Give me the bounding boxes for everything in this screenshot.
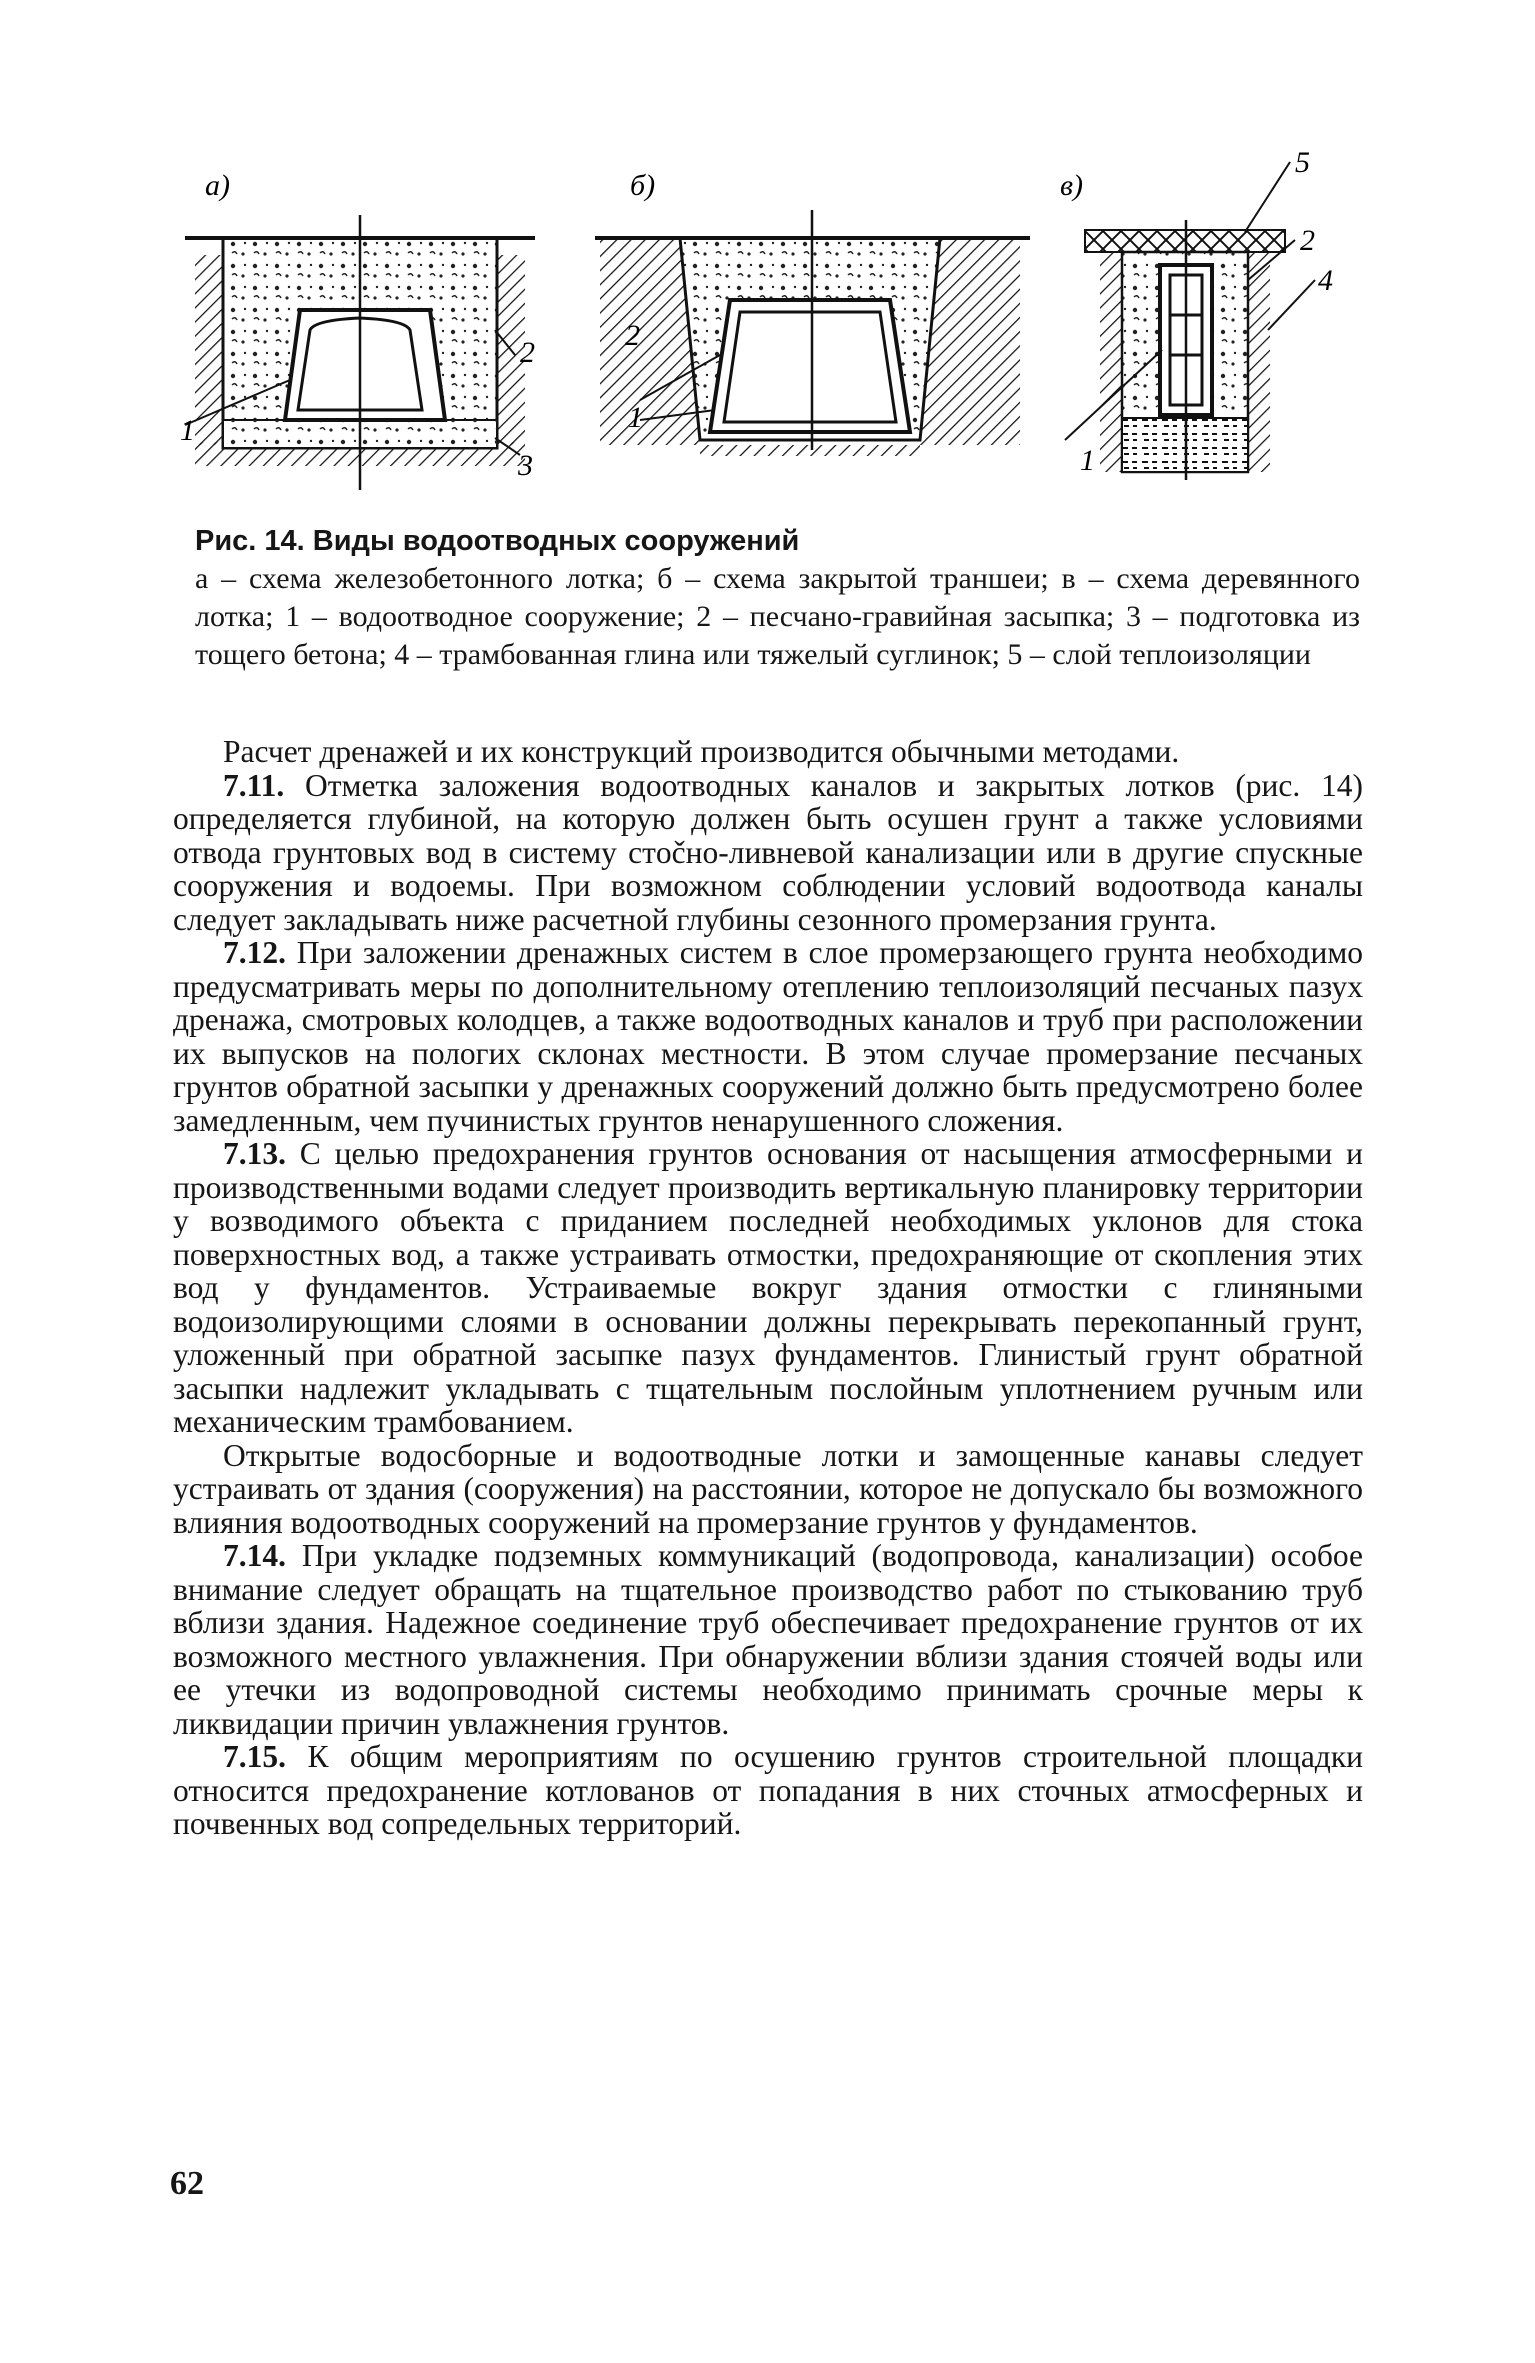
panel-label-c: в) <box>1060 169 1084 202</box>
page-number: 62 <box>170 2165 204 2202</box>
panel-label-b: б) <box>630 169 656 202</box>
figure-drawing <box>140 150 1380 510</box>
callout-b-2: 2 <box>625 319 640 352</box>
caption-body: а – схема железобетонного лотка; б – схема закрытой траншеи; в – схема деревянного лотка; 1 – водоотводное сооружение; 2 – песчано-гравийная засыпка; 3 – подготовка из тощего бетона; 4 – трамбованная глина или тяжелый суглинок; 5 – слой теплоизоляции <box>195 562 1360 671</box>
paragraph: Расчет дренажей и их конструкций производится обычными методами. <box>223 734 1180 769</box>
paragraph: 7.14. При укладке подземных коммуникаций (водопровода, канализации) особое внимание следует обращать на тщательное производство работ по стыкованию труб вблизи здания. Надежное соединение труб обеспечивает предохранение грунтов от их возможного местного увлажнения. При обнаружении вблизи здания стоячей воды или ее утечки из водопроводной системы необходимо принимать срочные меры к ликвидации причин увлажнения грунтов. <box>173 1538 1363 1741</box>
paragraph: 7.12. При заложении дренажных систем в слое промерзающего грунта необходимо предусматривать меры по дополнительному отеплению теплоизоляций песчаных пазух дренажа, смотровых колодцев, а также водоотводных каналов и труб при расположении их выпусков на пологих склонах местности. В этом случае промерзание песчаных грунтов обратной засыпки у дренажных сооружений должно быть предусмотрено более замедленным, чем пучинистых грунтов ненарушенного сложения. <box>173 935 1364 1138</box>
callout-a-1: 1 <box>180 414 195 447</box>
panel-label-a: а) <box>205 169 230 202</box>
figure-caption <box>195 522 1360 674</box>
callout-c-5: 5 <box>1295 150 1310 179</box>
paragraph: 7.15. К общим мероприятиям по осушению грунтов строительной площадки относится предохранение котлованов от попадания в них сточных атмосферных и почвенных вод сопредельных территорий. <box>173 1739 1363 1841</box>
paragraph: 7.13. С целью предохранения грунтов основания от насыщения атмосферными и производственными водами следует производить вертикальную планировку территории у возводимого объекта с приданием последней необходимых уклонов для стока поверхностных вод, а также устраивать отмостки, предохраняющие от скопления этих вод у фундаментов. Устраиваемые вокруг здания отмостки с глиняными водоизолирующими слоями в основании должны перекрывать перекопанный грунт, уложенный при обратной засыпке пазух фундаментов. Глинистый грунт обратной засыпки надлежит укладывать с тщательным послойным уплотнением ручным или механическим трамбованием. <box>173 1136 1363 1439</box>
figure-14 <box>140 150 1380 510</box>
callout-b-1: 1 <box>628 401 643 434</box>
paragraph: Открытые водосборные и водоотводные лотки и замощенные канавы следует устраивать от здания (сооружения) на расстоянии, которое не допускало бы возможного влияния водоотводных сооружений на промерзание грунтов у фундаментов. <box>173 1437 1363 1540</box>
caption-title: Рис. 14. Виды водоотводных сооружений <box>195 525 800 557</box>
paragraph: 7.11. Отметка заложения водоотводных каналов и закрытых лотков (рис. 14) определяется глубиной, на которую должен быть осушен грунт а также условиями отвода грунтовых вод в систему стočно-ливневой канализации или в другие спускные сооружения и водоемы. При возможном соблюдении условий водоотвода каналы следует закладывать ниже расчетной глубины сезонного промерзания грунта. <box>173 767 1363 937</box>
callout-a-2: 2 <box>520 336 535 369</box>
callout-c-1: 1 <box>1080 444 1095 477</box>
callout-c-2: 2 <box>1300 224 1315 257</box>
panel-b <box>595 169 1030 456</box>
panel-a <box>180 169 535 490</box>
callout-a-3: 3 <box>518 449 533 482</box>
panel-c <box>1060 150 1333 480</box>
callout-c-4: 4 <box>1318 264 1333 297</box>
body-text <box>173 735 1363 1841</box>
